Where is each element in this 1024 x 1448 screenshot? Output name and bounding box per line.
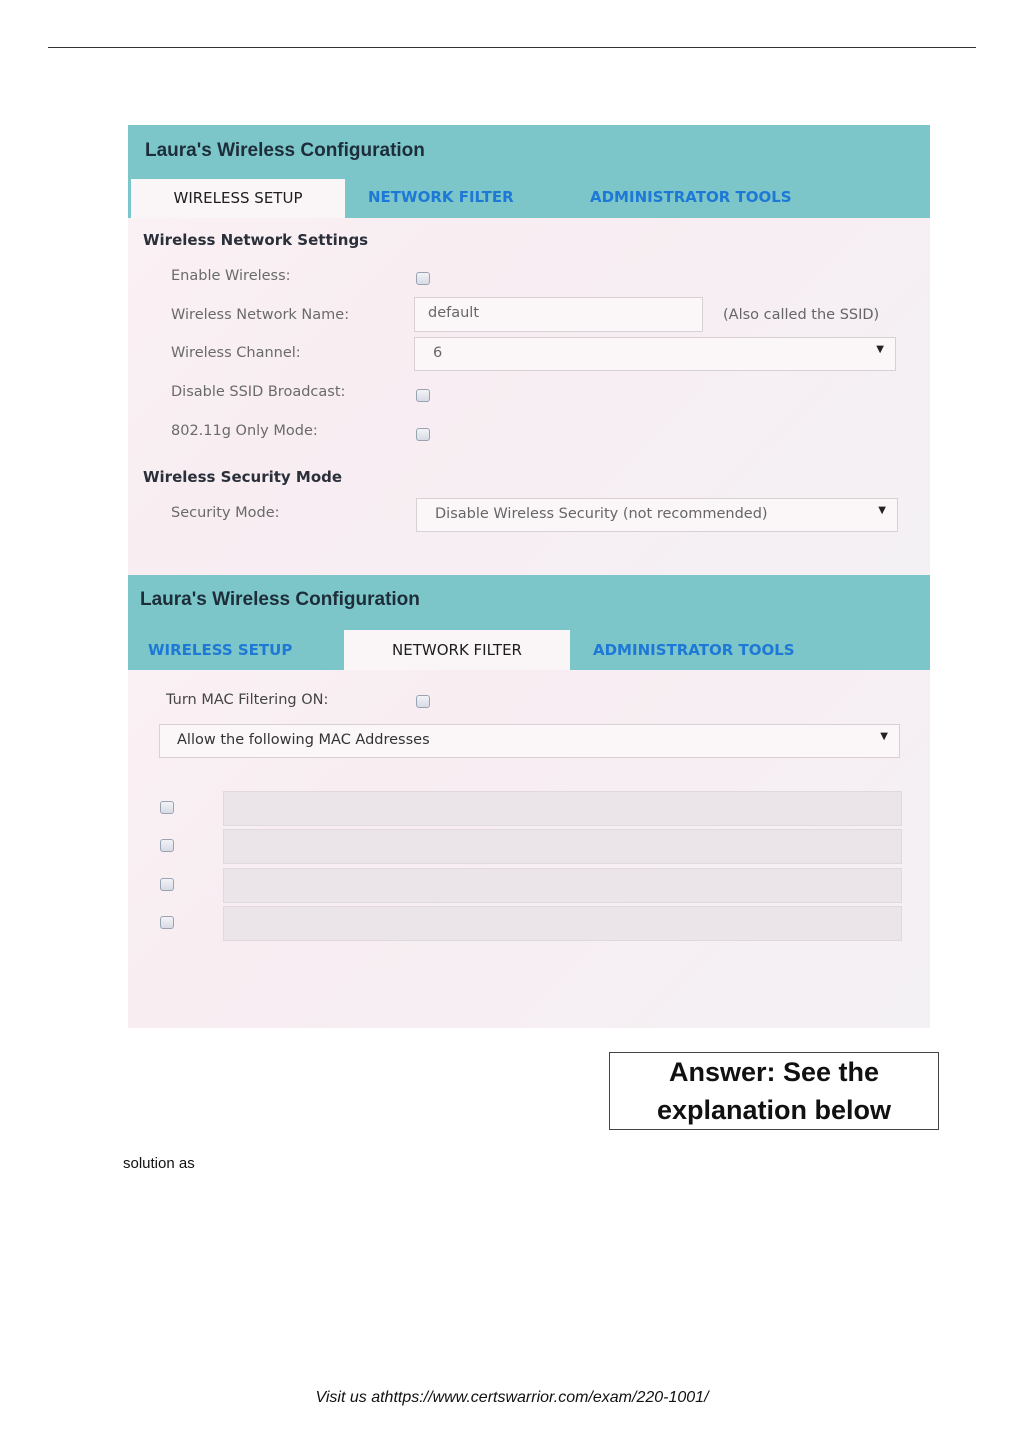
panel-header [128, 125, 930, 218]
mac-filtering-label: Turn MAC Filtering ON: [166, 692, 329, 708]
footer-text: Visit us athttps://www.certswarrior.com/exam/220-1001/ [315, 1389, 709, 1406]
filter-mode-select[interactable] [159, 724, 900, 758]
mac-address-input-3[interactable] [223, 868, 902, 903]
network-name-label: Wireless Network Name: [171, 307, 350, 323]
panel-title: Laura's Wireless Configuration [145, 140, 425, 161]
security-mode-select[interactable] [416, 498, 898, 532]
chevron-down-icon: ▼ [880, 731, 888, 742]
mac-row-3-checkbox[interactable] [160, 878, 174, 891]
header-rule [48, 47, 976, 48]
enable-wireless-label: Enable Wireless: [171, 268, 291, 284]
section-wireless-security-mode: Wireless Security Mode [143, 468, 343, 486]
wireless-channel-label: Wireless Channel: [171, 345, 301, 361]
network-name-input[interactable] [414, 297, 703, 332]
tab-wireless-setup[interactable]: WIRELESS SETUP [131, 179, 345, 218]
mac-filtering-checkbox[interactable] [416, 695, 430, 708]
g-only-mode-checkbox[interactable] [416, 428, 430, 441]
enable-wireless-checkbox[interactable] [416, 272, 430, 285]
tab-administrator-tools[interactable]: ADMINISTRATOR TOOLS [593, 641, 795, 659]
mac-address-input-1[interactable] [223, 791, 902, 826]
mac-row-1-checkbox[interactable] [160, 801, 174, 814]
answer-line-1: Answer: See the [668, 1057, 880, 1087]
disable-ssid-label: Disable SSID Broadcast: [171, 384, 346, 400]
network-name-value: default [428, 305, 480, 321]
tab-administrator-tools[interactable]: ADMINISTRATOR TOOLS [590, 188, 792, 206]
wireless-setup-screenshot [128, 125, 930, 575]
tab-network-filter[interactable]: NETWORK FILTER [344, 630, 570, 670]
wireless-channel-value: 6 [433, 345, 443, 361]
wireless-channel-select[interactable] [414, 337, 896, 371]
ssid-hint: (Also called the SSID) [723, 307, 880, 323]
disable-ssid-checkbox[interactable] [416, 389, 430, 402]
mac-address-input-2[interactable] [223, 829, 902, 864]
security-mode-label: Security Mode: [171, 505, 280, 521]
panel-header [128, 575, 930, 670]
tab-network-filter[interactable]: NETWORK FILTER [368, 188, 514, 206]
answer-line-2: explanation below [656, 1095, 892, 1125]
mac-row-4-checkbox[interactable] [160, 916, 174, 929]
tab-wireless-setup[interactable]: WIRELESS SETUP [148, 641, 293, 659]
answer-box [609, 1052, 939, 1130]
panel-title: Laura's Wireless Configuration [140, 589, 420, 610]
network-filter-screenshot [128, 575, 930, 1028]
security-mode-value: Disable Wireless Security (not recommended) [435, 506, 768, 522]
filter-mode-value: Allow the following MAC Addresses [177, 732, 430, 748]
chevron-down-icon: ▼ [878, 505, 886, 516]
mac-row-2-checkbox[interactable] [160, 839, 174, 852]
g-only-mode-label: 802.11g Only Mode: [171, 423, 318, 439]
mac-address-input-4[interactable] [223, 906, 902, 941]
solution-text: solution as [123, 1155, 195, 1172]
section-wireless-network-settings: Wireless Network Settings [143, 231, 369, 249]
chevron-down-icon: ▼ [876, 344, 884, 355]
